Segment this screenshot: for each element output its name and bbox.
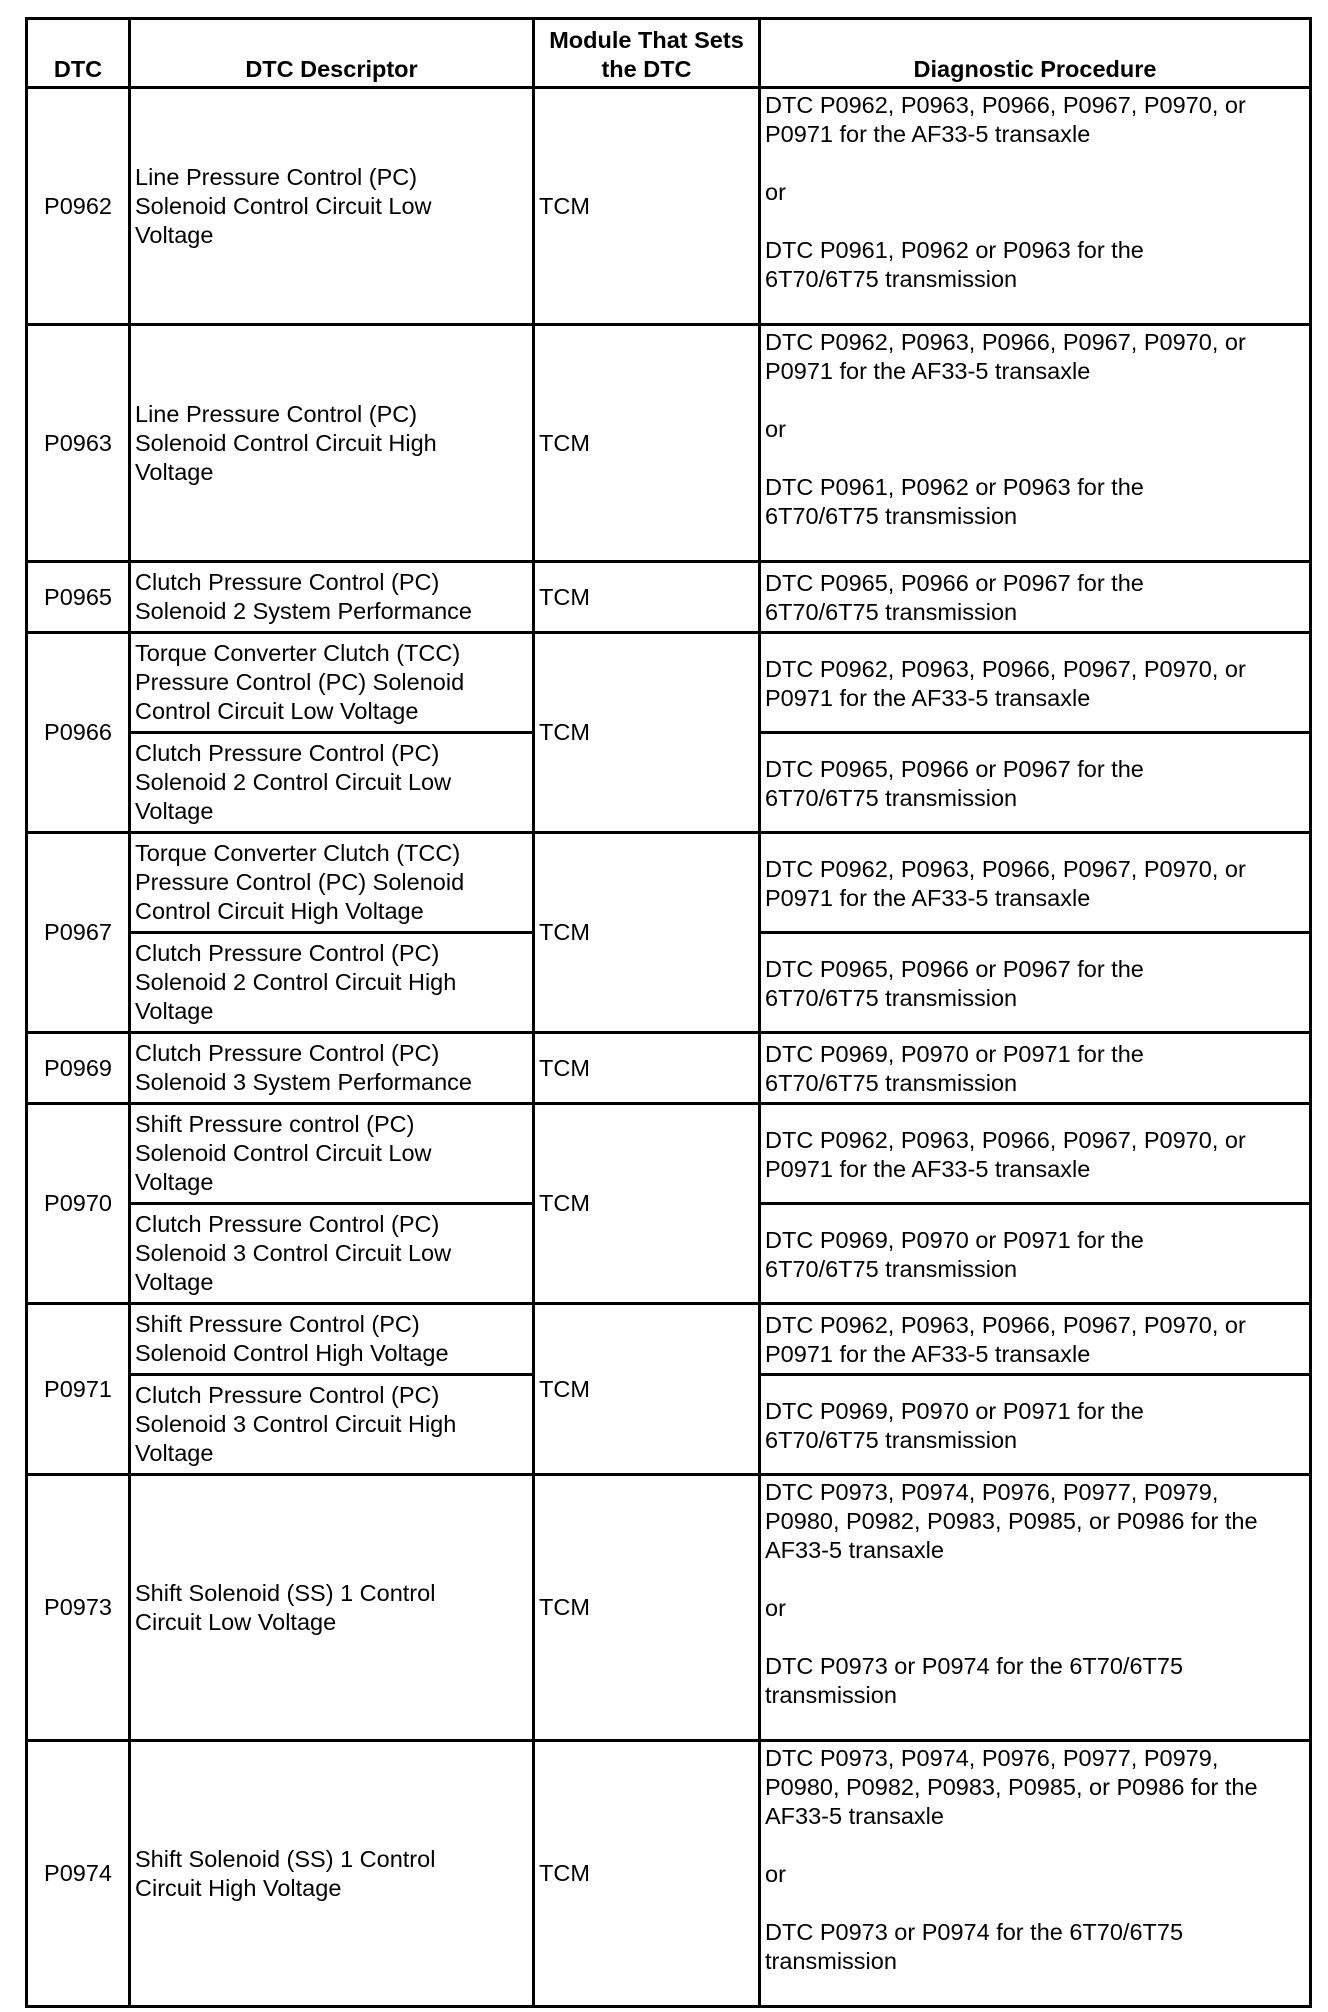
module-cell: TCM [534,1741,760,2007]
dtc-code: P0969 [27,1033,130,1104]
diagnostic-procedure: DTC P0969, P0970 or P0971 for the 6T70/6T75 transmission [760,1375,1311,1475]
header-dtc: DTC [27,19,130,88]
dtc-code: P0965 [27,562,130,633]
table-row [27,325,1311,562]
table-row [27,1104,1311,1204]
dtc-code: P0970 [27,1104,130,1304]
header-descriptor: DTC Descriptor [130,19,534,88]
dtc-descriptor: Shift Solenoid (SS) 1 Control Circuit Low Voltage [130,1475,534,1741]
module-cell: TCM [534,88,760,325]
table-row [27,1475,1311,1741]
header-procedure: Diagnostic Procedure [760,19,1311,88]
dtc-table [25,17,1312,2008]
module-cell: TCM [534,562,760,633]
module-cell: TCM [534,325,760,562]
module-cell: TCM [534,1104,760,1304]
diagnostic-procedure: DTC P0965, P0966 or P0967 for the 6T70/6T75 transmission [760,733,1311,833]
table-row [27,1304,1311,1375]
table-row [27,1741,1311,2007]
dtc-code: P0973 [27,1475,130,1741]
dtc-descriptor: Shift Pressure Control (PC) Solenoid Control High Voltage [130,1304,534,1375]
dtc-descriptor: Shift Pressure control (PC) Solenoid Control Circuit Low Voltage [130,1104,534,1204]
dtc-descriptor: Shift Solenoid (SS) 1 Control Circuit High Voltage [130,1741,534,2007]
dtc-code: P0967 [27,833,130,1033]
dtc-descriptor: Clutch Pressure Control (PC) Solenoid 3 Control Circuit Low Voltage [130,1204,534,1304]
diagnostic-procedure: DTC P0973, P0974, P0976, P0977, P0979, P0980, P0982, P0983, P0985, or P0986 for the AF33-5 transaxle or DTC P0973 or P0974 for the 6T70/6T75 transmission [760,1475,1311,1741]
diagnostic-procedure: DTC P0965, P0966 or P0967 for the 6T70/6T75 transmission [760,562,1311,633]
dtc-descriptor: Line Pressure Control (PC) Solenoid Control Circuit Low Voltage [130,88,534,325]
diagnostic-procedure: DTC P0962, P0963, P0966, P0967, P0970, or P0971 for the AF33-5 transaxle or DTC P0961, P0962 or P0963 for the 6T70/6T75 transmission [760,88,1311,325]
dtc-descriptor: Torque Converter Clutch (TCC) Pressure Control (PC) Solenoid Control Circuit High Voltage [130,833,534,933]
diagnostic-procedure: DTC P0962, P0963, P0966, P0967, P0970, or P0971 for the AF33-5 transaxle [760,633,1311,733]
dtc-code: P0974 [27,1741,130,2007]
dtc-code: P0971 [27,1304,130,1475]
module-cell: TCM [534,1304,760,1475]
table-row [27,633,1311,733]
dtc-descriptor: Clutch Pressure Control (PC) Solenoid 3 Control Circuit High Voltage [130,1375,534,1475]
dtc-descriptor: Clutch Pressure Control (PC) Solenoid 3 System Performance [130,1033,534,1104]
dtc-descriptor: Torque Converter Clutch (TCC) Pressure Control (PC) Solenoid Control Circuit Low Voltage [130,633,534,733]
diagnostic-procedure: DTC P0969, P0970 or P0971 for the 6T70/6T75 transmission [760,1033,1311,1104]
module-cell: TCM [534,833,760,1033]
dtc-code: P0962 [27,88,130,325]
diagnostic-procedure: DTC P0962, P0963, P0966, P0967, P0970, or P0971 for the AF33-5 transaxle [760,833,1311,933]
dtc-descriptor: Clutch Pressure Control (PC) Solenoid 2 Control Circuit Low Voltage [130,733,534,833]
diagnostic-procedure: DTC P0965, P0966 or P0967 for the 6T70/6T75 transmission [760,933,1311,1033]
dtc-descriptor: Clutch Pressure Control (PC) Solenoid 2 System Performance [130,562,534,633]
diagnostic-procedure: DTC P0969, P0970 or P0971 for the 6T70/6T75 transmission [760,1204,1311,1304]
diagnostic-procedure: DTC P0962, P0963, P0966, P0967, P0970, or P0971 for the AF33-5 transaxle [760,1304,1311,1375]
diagnostic-procedure: DTC P0962, P0963, P0966, P0967, P0970, or P0971 for the AF33-5 transaxle or DTC P0961, P0962 or P0963 for the 6T70/6T75 transmission [760,325,1311,562]
dtc-descriptor: Line Pressure Control (PC) Solenoid Control Circuit High Voltage [130,325,534,562]
module-cell: TCM [534,1475,760,1741]
dtc-descriptor: Clutch Pressure Control (PC) Solenoid 2 Control Circuit High Voltage [130,933,534,1033]
table-row [27,833,1311,933]
diagnostic-procedure: DTC P0962, P0963, P0966, P0967, P0970, or P0971 for the AF33-5 transaxle [760,1104,1311,1204]
table-row [27,562,1311,633]
diagnostic-procedure: DTC P0973, P0974, P0976, P0977, P0979, P0980, P0982, P0983, P0985, or P0986 for the AF33-5 transaxle or DTC P0973 or P0974 for the 6T70/6T75 transmission [760,1741,1311,2007]
module-cell: TCM [534,633,760,833]
module-cell: TCM [534,1033,760,1104]
header-row [27,19,1311,88]
header-module: Module That Sets the DTC [534,19,760,88]
table-row [27,88,1311,325]
table-row [27,1033,1311,1104]
dtc-code: P0963 [27,325,130,562]
dtc-code: P0966 [27,633,130,833]
